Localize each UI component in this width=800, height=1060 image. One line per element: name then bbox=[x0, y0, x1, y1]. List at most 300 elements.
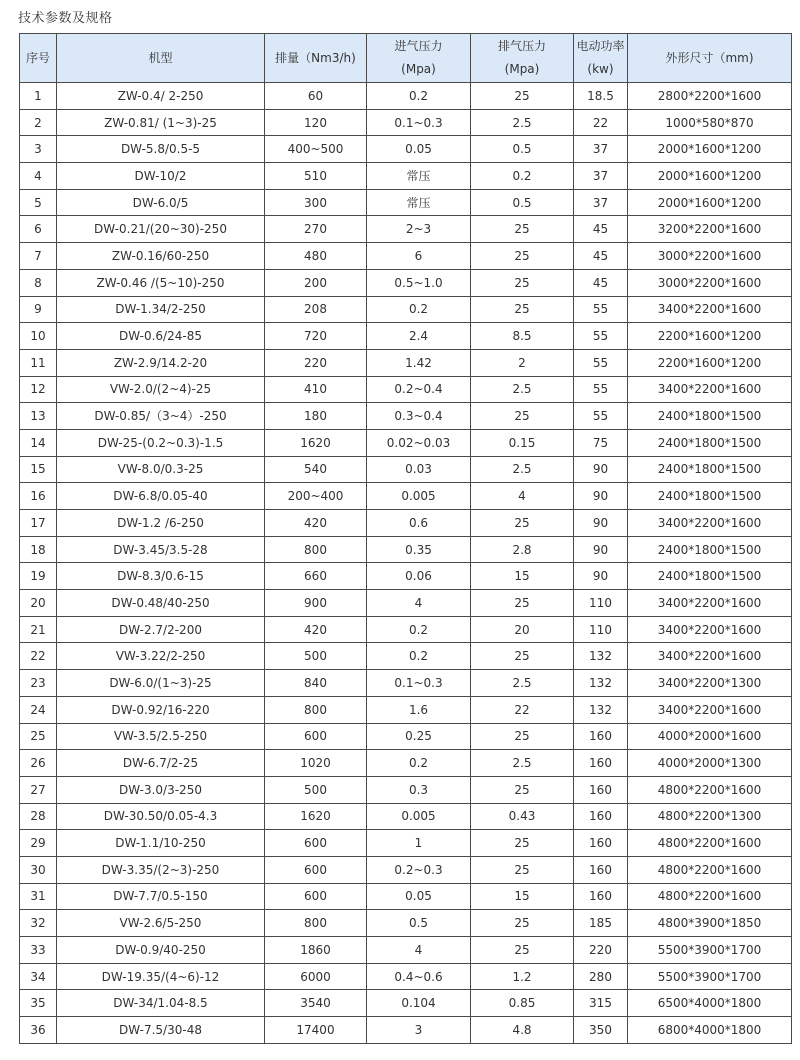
cell-flow: 420 bbox=[265, 616, 367, 643]
cell-motor-power: 160 bbox=[574, 803, 628, 830]
cell-index: 7 bbox=[20, 243, 57, 270]
cell-motor-power: 132 bbox=[574, 643, 628, 670]
cell-inlet-pressure: 4 bbox=[367, 590, 471, 617]
cell-flow: 800 bbox=[265, 696, 367, 723]
cell-dimensions: 1000*580*870 bbox=[628, 109, 792, 136]
cell-outlet-pressure: 0.2 bbox=[471, 163, 574, 190]
cell-motor-power: 55 bbox=[574, 296, 628, 323]
cell-index: 36 bbox=[20, 1017, 57, 1044]
cell-motor-power: 185 bbox=[574, 910, 628, 937]
cell-outlet-pressure: 25 bbox=[471, 269, 574, 296]
cell-flow: 3540 bbox=[265, 990, 367, 1017]
cell-motor-power: 18.5 bbox=[574, 83, 628, 110]
table-row bbox=[20, 109, 792, 136]
cell-index: 16 bbox=[20, 483, 57, 510]
cell-index: 28 bbox=[20, 803, 57, 830]
cell-flow: 600 bbox=[265, 856, 367, 883]
cell-motor-power: 55 bbox=[574, 403, 628, 430]
cell-inlet-pressure: 0.1~0.3 bbox=[367, 670, 471, 697]
table-row bbox=[20, 1017, 792, 1044]
cell-index: 25 bbox=[20, 723, 57, 750]
cell-flow: 510 bbox=[265, 163, 367, 190]
cell-model: DW-6.0/(1~3)-25 bbox=[57, 670, 265, 697]
cell-outlet-pressure: 25 bbox=[471, 856, 574, 883]
cell-inlet-pressure: 2.4 bbox=[367, 323, 471, 350]
cell-inlet-pressure: 1 bbox=[367, 830, 471, 857]
header-inlet-pressure bbox=[367, 34, 471, 83]
cell-inlet-pressure: 0.2 bbox=[367, 616, 471, 643]
table-row bbox=[20, 750, 792, 777]
cell-index: 2 bbox=[20, 109, 57, 136]
cell-index: 5 bbox=[20, 189, 57, 216]
cell-model: VW-2.0/(2~4)-25 bbox=[57, 376, 265, 403]
cell-model: DW-2.7/2-200 bbox=[57, 616, 265, 643]
cell-inlet-pressure: 0.02~0.03 bbox=[367, 429, 471, 456]
cell-outlet-pressure: 2.5 bbox=[471, 456, 574, 483]
cell-index: 32 bbox=[20, 910, 57, 937]
table-row bbox=[20, 590, 792, 617]
cell-inlet-pressure: 0.6 bbox=[367, 510, 471, 537]
cell-index: 34 bbox=[20, 963, 57, 990]
cell-inlet-pressure: 0.05 bbox=[367, 883, 471, 910]
table-row bbox=[20, 456, 792, 483]
cell-index: 17 bbox=[20, 510, 57, 537]
cell-inlet-pressure: 0.3~0.4 bbox=[367, 403, 471, 430]
cell-outlet-pressure: 8.5 bbox=[471, 323, 574, 350]
cell-motor-power: 37 bbox=[574, 189, 628, 216]
cell-index: 21 bbox=[20, 616, 57, 643]
cell-outlet-pressure: 0.5 bbox=[471, 189, 574, 216]
cell-index: 24 bbox=[20, 696, 57, 723]
cell-inlet-pressure: 2~3 bbox=[367, 216, 471, 243]
cell-inlet-pressure: 0.3 bbox=[367, 776, 471, 803]
cell-motor-power: 90 bbox=[574, 536, 628, 563]
cell-model: DW-7.5/30-48 bbox=[57, 1017, 265, 1044]
cell-motor-power: 55 bbox=[574, 349, 628, 376]
header-power-line1: 电动功率 bbox=[576, 39, 625, 53]
table-row bbox=[20, 323, 792, 350]
cell-inlet-pressure: 6 bbox=[367, 243, 471, 270]
cell-outlet-pressure: 0.43 bbox=[471, 803, 574, 830]
cell-dimensions: 2400*1800*1500 bbox=[628, 563, 792, 590]
cell-dimensions: 4800*3900*1850 bbox=[628, 910, 792, 937]
table-row bbox=[20, 696, 792, 723]
cell-outlet-pressure: 4.8 bbox=[471, 1017, 574, 1044]
cell-outlet-pressure: 25 bbox=[471, 590, 574, 617]
cell-dimensions: 6500*4000*1800 bbox=[628, 990, 792, 1017]
cell-index: 12 bbox=[20, 376, 57, 403]
cell-outlet-pressure: 15 bbox=[471, 883, 574, 910]
cell-flow: 1620 bbox=[265, 803, 367, 830]
cell-index: 8 bbox=[20, 269, 57, 296]
cell-flow: 660 bbox=[265, 563, 367, 590]
cell-motor-power: 132 bbox=[574, 670, 628, 697]
cell-index: 13 bbox=[20, 403, 57, 430]
cell-outlet-pressure: 22 bbox=[471, 696, 574, 723]
cell-motor-power: 22 bbox=[574, 109, 628, 136]
cell-motor-power: 160 bbox=[574, 723, 628, 750]
cell-outlet-pressure: 4 bbox=[471, 483, 574, 510]
table-row bbox=[20, 136, 792, 163]
cell-dimensions: 4000*2000*1600 bbox=[628, 723, 792, 750]
table-row bbox=[20, 723, 792, 750]
cell-index: 4 bbox=[20, 163, 57, 190]
table-row bbox=[20, 910, 792, 937]
cell-dimensions: 2400*1800*1500 bbox=[628, 536, 792, 563]
cell-flow: 60 bbox=[265, 83, 367, 110]
cell-dimensions: 4800*2200*1300 bbox=[628, 803, 792, 830]
cell-inlet-pressure: 0.2 bbox=[367, 643, 471, 670]
table-row bbox=[20, 429, 792, 456]
table-row bbox=[20, 643, 792, 670]
cell-flow: 900 bbox=[265, 590, 367, 617]
cell-dimensions: 4800*2200*1600 bbox=[628, 883, 792, 910]
cell-flow: 270 bbox=[265, 216, 367, 243]
cell-index: 22 bbox=[20, 643, 57, 670]
cell-outlet-pressure: 15 bbox=[471, 563, 574, 590]
cell-flow: 600 bbox=[265, 723, 367, 750]
table-row bbox=[20, 990, 792, 1017]
cell-outlet-pressure: 25 bbox=[471, 403, 574, 430]
cell-index: 27 bbox=[20, 776, 57, 803]
cell-inlet-pressure: 常压 bbox=[367, 163, 471, 190]
table-row bbox=[20, 937, 792, 964]
cell-dimensions: 2000*1600*1200 bbox=[628, 136, 792, 163]
cell-motor-power: 90 bbox=[574, 510, 628, 537]
cell-motor-power: 280 bbox=[574, 963, 628, 990]
cell-outlet-pressure: 25 bbox=[471, 510, 574, 537]
cell-inlet-pressure: 1.42 bbox=[367, 349, 471, 376]
cell-inlet-pressure: 4 bbox=[367, 937, 471, 964]
cell-index: 20 bbox=[20, 590, 57, 617]
cell-dimensions: 3400*2200*1600 bbox=[628, 643, 792, 670]
cell-index: 9 bbox=[20, 296, 57, 323]
cell-index: 18 bbox=[20, 536, 57, 563]
cell-model: ZW-0.4/ 2-250 bbox=[57, 83, 265, 110]
cell-outlet-pressure: 25 bbox=[471, 723, 574, 750]
cell-motor-power: 55 bbox=[574, 376, 628, 403]
cell-inlet-pressure: 0.03 bbox=[367, 456, 471, 483]
table-row bbox=[20, 269, 792, 296]
cell-flow: 1620 bbox=[265, 429, 367, 456]
cell-outlet-pressure: 0.5 bbox=[471, 136, 574, 163]
cell-model: DW-7.7/0.5-150 bbox=[57, 883, 265, 910]
cell-flow: 120 bbox=[265, 109, 367, 136]
cell-motor-power: 160 bbox=[574, 856, 628, 883]
cell-model: DW-3.45/3.5-28 bbox=[57, 536, 265, 563]
cell-model: ZW-2.9/14.2-20 bbox=[57, 349, 265, 376]
cell-model: ZW-0.81/ (1~3)-25 bbox=[57, 109, 265, 136]
cell-outlet-pressure: 25 bbox=[471, 776, 574, 803]
header-outlet-pressure bbox=[471, 34, 574, 83]
table-header-row bbox=[20, 34, 792, 83]
cell-motor-power: 110 bbox=[574, 590, 628, 617]
cell-outlet-pressure: 0.15 bbox=[471, 429, 574, 456]
cell-motor-power: 132 bbox=[574, 696, 628, 723]
cell-index: 29 bbox=[20, 830, 57, 857]
cell-flow: 400~500 bbox=[265, 136, 367, 163]
cell-index: 31 bbox=[20, 883, 57, 910]
cell-dimensions: 3400*2200*1300 bbox=[628, 670, 792, 697]
cell-dimensions: 4800*2200*1600 bbox=[628, 830, 792, 857]
table-row bbox=[20, 296, 792, 323]
cell-outlet-pressure: 25 bbox=[471, 643, 574, 670]
cell-dimensions: 2400*1800*1500 bbox=[628, 403, 792, 430]
cell-model: DW-3.35/(2~3)-250 bbox=[57, 856, 265, 883]
page-title: 技术参数及规格 bbox=[18, 11, 113, 26]
cell-dimensions: 3000*2200*1600 bbox=[628, 269, 792, 296]
cell-outlet-pressure: 25 bbox=[471, 296, 574, 323]
table-row bbox=[20, 163, 792, 190]
cell-inlet-pressure: 0.2 bbox=[367, 83, 471, 110]
cell-dimensions: 2000*1600*1200 bbox=[628, 189, 792, 216]
cell-flow: 500 bbox=[265, 643, 367, 670]
cell-model: ZW-0.16/60-250 bbox=[57, 243, 265, 270]
table-row bbox=[20, 776, 792, 803]
cell-dimensions: 2400*1800*1500 bbox=[628, 456, 792, 483]
cell-flow: 800 bbox=[265, 536, 367, 563]
cell-dimensions: 3400*2200*1600 bbox=[628, 376, 792, 403]
cell-motor-power: 55 bbox=[574, 323, 628, 350]
table-row bbox=[20, 510, 792, 537]
cell-motor-power: 90 bbox=[574, 456, 628, 483]
cell-motor-power: 45 bbox=[574, 243, 628, 270]
cell-model: DW-10/2 bbox=[57, 163, 265, 190]
cell-inlet-pressure: 0.005 bbox=[367, 483, 471, 510]
cell-index: 15 bbox=[20, 456, 57, 483]
table-row bbox=[20, 189, 792, 216]
table-header bbox=[20, 34, 792, 83]
cell-flow: 17400 bbox=[265, 1017, 367, 1044]
cell-flow: 600 bbox=[265, 883, 367, 910]
table-row bbox=[20, 376, 792, 403]
cell-motor-power: 350 bbox=[574, 1017, 628, 1044]
cell-dimensions: 2200*1600*1200 bbox=[628, 323, 792, 350]
table-row bbox=[20, 349, 792, 376]
cell-dimensions: 5500*3900*1700 bbox=[628, 937, 792, 964]
cell-dimensions: 5500*3900*1700 bbox=[628, 963, 792, 990]
cell-motor-power: 315 bbox=[574, 990, 628, 1017]
cell-outlet-pressure: 25 bbox=[471, 243, 574, 270]
cell-dimensions: 3400*2200*1600 bbox=[628, 296, 792, 323]
cell-outlet-pressure: 25 bbox=[471, 910, 574, 937]
cell-model: VW-3.22/2-250 bbox=[57, 643, 265, 670]
cell-motor-power: 90 bbox=[574, 563, 628, 590]
cell-flow: 800 bbox=[265, 910, 367, 937]
cell-model: DW-1.34/2-250 bbox=[57, 296, 265, 323]
cell-flow: 300 bbox=[265, 189, 367, 216]
cell-inlet-pressure: 0.104 bbox=[367, 990, 471, 1017]
cell-index: 33 bbox=[20, 937, 57, 964]
cell-flow: 180 bbox=[265, 403, 367, 430]
cell-flow: 480 bbox=[265, 243, 367, 270]
header-model: 机型 bbox=[57, 34, 265, 83]
cell-model: DW-1.2 /6-250 bbox=[57, 510, 265, 537]
cell-inlet-pressure: 0.35 bbox=[367, 536, 471, 563]
cell-flow: 840 bbox=[265, 670, 367, 697]
header-inlet-line2: (Mpa) bbox=[401, 62, 436, 76]
cell-index: 10 bbox=[20, 323, 57, 350]
cell-outlet-pressure: 20 bbox=[471, 616, 574, 643]
cell-flow: 1860 bbox=[265, 937, 367, 964]
cell-index: 14 bbox=[20, 429, 57, 456]
cell-dimensions: 2200*1600*1200 bbox=[628, 349, 792, 376]
cell-inlet-pressure: 0.5 bbox=[367, 910, 471, 937]
cell-model: VW-3.5/2.5-250 bbox=[57, 723, 265, 750]
cell-outlet-pressure: 25 bbox=[471, 937, 574, 964]
cell-dimensions: 2400*1800*1500 bbox=[628, 429, 792, 456]
cell-model: DW-34/1.04-8.5 bbox=[57, 990, 265, 1017]
cell-outlet-pressure: 25 bbox=[471, 830, 574, 857]
cell-dimensions: 3200*2200*1600 bbox=[628, 216, 792, 243]
table-row bbox=[20, 670, 792, 697]
cell-motor-power: 110 bbox=[574, 616, 628, 643]
cell-dimensions: 4800*2200*1600 bbox=[628, 856, 792, 883]
cell-outlet-pressure: 25 bbox=[471, 216, 574, 243]
cell-motor-power: 160 bbox=[574, 750, 628, 777]
cell-flow: 200 bbox=[265, 269, 367, 296]
cell-index: 30 bbox=[20, 856, 57, 883]
cell-index: 19 bbox=[20, 563, 57, 590]
cell-inlet-pressure: 0.2~0.4 bbox=[367, 376, 471, 403]
table-row bbox=[20, 403, 792, 430]
header-flow: 排量（Nm3/h) bbox=[265, 34, 367, 83]
cell-motor-power: 220 bbox=[574, 937, 628, 964]
cell-motor-power: 37 bbox=[574, 163, 628, 190]
cell-dimensions: 4800*2200*1600 bbox=[628, 776, 792, 803]
cell-model: DW-30.50/0.05-4.3 bbox=[57, 803, 265, 830]
header-index: 序号 bbox=[20, 34, 57, 83]
table-row bbox=[20, 803, 792, 830]
cell-model: DW-0.21/(20~30)-250 bbox=[57, 216, 265, 243]
cell-index: 3 bbox=[20, 136, 57, 163]
cell-flow: 220 bbox=[265, 349, 367, 376]
cell-dimensions: 2000*1600*1200 bbox=[628, 163, 792, 190]
header-inlet-line1: 进气压力 bbox=[394, 39, 443, 53]
cell-model: DW-3.0/3-250 bbox=[57, 776, 265, 803]
cell-outlet-pressure: 2.8 bbox=[471, 536, 574, 563]
table-row bbox=[20, 830, 792, 857]
table-row bbox=[20, 483, 792, 510]
cell-inlet-pressure: 0.1~0.3 bbox=[367, 109, 471, 136]
cell-outlet-pressure: 1.2 bbox=[471, 963, 574, 990]
cell-inlet-pressure: 0.05 bbox=[367, 136, 471, 163]
cell-motor-power: 45 bbox=[574, 216, 628, 243]
cell-motor-power: 45 bbox=[574, 269, 628, 296]
cell-outlet-pressure: 2.5 bbox=[471, 750, 574, 777]
cell-dimensions: 3400*2200*1600 bbox=[628, 510, 792, 537]
cell-motor-power: 160 bbox=[574, 830, 628, 857]
cell-model: DW-25-(0.2~0.3)-1.5 bbox=[57, 429, 265, 456]
cell-motor-power: 160 bbox=[574, 776, 628, 803]
cell-outlet-pressure: 0.85 bbox=[471, 990, 574, 1017]
cell-outlet-pressure: 25 bbox=[471, 83, 574, 110]
table-row bbox=[20, 883, 792, 910]
cell-index: 6 bbox=[20, 216, 57, 243]
cell-dimensions: 3000*2200*1600 bbox=[628, 243, 792, 270]
header-dimensions: 外形尺寸（mm) bbox=[628, 34, 792, 83]
cell-model: ZW-0.46 /(5~10)-250 bbox=[57, 269, 265, 296]
cell-model: DW-0.48/40-250 bbox=[57, 590, 265, 617]
cell-outlet-pressure: 2.5 bbox=[471, 376, 574, 403]
cell-inlet-pressure: 0.4~0.6 bbox=[367, 963, 471, 990]
cell-flow: 200~400 bbox=[265, 483, 367, 510]
cell-outlet-pressure: 2 bbox=[471, 349, 574, 376]
cell-dimensions: 4000*2000*1300 bbox=[628, 750, 792, 777]
header-outlet-line1: 排气压力 bbox=[497, 39, 546, 53]
cell-inlet-pressure: 3 bbox=[367, 1017, 471, 1044]
table-row bbox=[20, 83, 792, 110]
cell-index: 26 bbox=[20, 750, 57, 777]
cell-inlet-pressure: 1.6 bbox=[367, 696, 471, 723]
cell-index: 11 bbox=[20, 349, 57, 376]
cell-flow: 720 bbox=[265, 323, 367, 350]
cell-model: DW-1.1/10-250 bbox=[57, 830, 265, 857]
cell-model: DW-0.6/24-85 bbox=[57, 323, 265, 350]
cell-motor-power: 160 bbox=[574, 883, 628, 910]
cell-dimensions: 2800*2200*1600 bbox=[628, 83, 792, 110]
cell-inlet-pressure: 0.005 bbox=[367, 803, 471, 830]
header-power-line2: (kw) bbox=[587, 62, 614, 76]
cell-index: 35 bbox=[20, 990, 57, 1017]
cell-flow: 410 bbox=[265, 376, 367, 403]
cell-inlet-pressure: 常压 bbox=[367, 189, 471, 216]
table-body bbox=[20, 83, 792, 1044]
cell-model: DW-0.92/16-220 bbox=[57, 696, 265, 723]
cell-model: DW-5.8/0.5-5 bbox=[57, 136, 265, 163]
cell-flow: 1020 bbox=[265, 750, 367, 777]
cell-index: 23 bbox=[20, 670, 57, 697]
cell-inlet-pressure: 0.5~1.0 bbox=[367, 269, 471, 296]
table-row bbox=[20, 536, 792, 563]
cell-model: DW-19.35/(4~6)-12 bbox=[57, 963, 265, 990]
cell-inlet-pressure: 0.06 bbox=[367, 563, 471, 590]
cell-model: DW-0.85/（3~4）-250 bbox=[57, 403, 265, 430]
cell-inlet-pressure: 0.25 bbox=[367, 723, 471, 750]
cell-inlet-pressure: 0.2 bbox=[367, 296, 471, 323]
cell-motor-power: 90 bbox=[574, 483, 628, 510]
cell-flow: 540 bbox=[265, 456, 367, 483]
cell-dimensions: 3400*2200*1600 bbox=[628, 590, 792, 617]
cell-flow: 420 bbox=[265, 510, 367, 537]
cell-dimensions: 3400*2200*1600 bbox=[628, 696, 792, 723]
cell-model: DW-8.3/0.6-15 bbox=[57, 563, 265, 590]
header-motor-power bbox=[574, 34, 628, 83]
table-row bbox=[20, 963, 792, 990]
cell-index: 1 bbox=[20, 83, 57, 110]
table-row bbox=[20, 563, 792, 590]
cell-dimensions: 2400*1800*1500 bbox=[628, 483, 792, 510]
header-outlet-line2: (Mpa) bbox=[504, 62, 540, 76]
cell-inlet-pressure: 0.2 bbox=[367, 750, 471, 777]
cell-model: VW-2.6/5-250 bbox=[57, 910, 265, 937]
cell-flow: 6000 bbox=[265, 963, 367, 990]
cell-model: VW-8.0/0.3-25 bbox=[57, 456, 265, 483]
cell-dimensions: 3400*2200*1600 bbox=[628, 616, 792, 643]
table-row bbox=[20, 856, 792, 883]
cell-dimensions: 6800*4000*1800 bbox=[628, 1017, 792, 1044]
table-row bbox=[20, 616, 792, 643]
cell-model: DW-0.9/40-250 bbox=[57, 937, 265, 964]
cell-outlet-pressure: 2.5 bbox=[471, 670, 574, 697]
cell-model: DW-6.0/5 bbox=[57, 189, 265, 216]
cell-motor-power: 75 bbox=[574, 429, 628, 456]
cell-model: DW-6.8/0.05-40 bbox=[57, 483, 265, 510]
cell-outlet-pressure: 2.5 bbox=[471, 109, 574, 136]
table-row bbox=[20, 243, 792, 270]
cell-model: DW-6.7/2-25 bbox=[57, 750, 265, 777]
table-row bbox=[20, 216, 792, 243]
